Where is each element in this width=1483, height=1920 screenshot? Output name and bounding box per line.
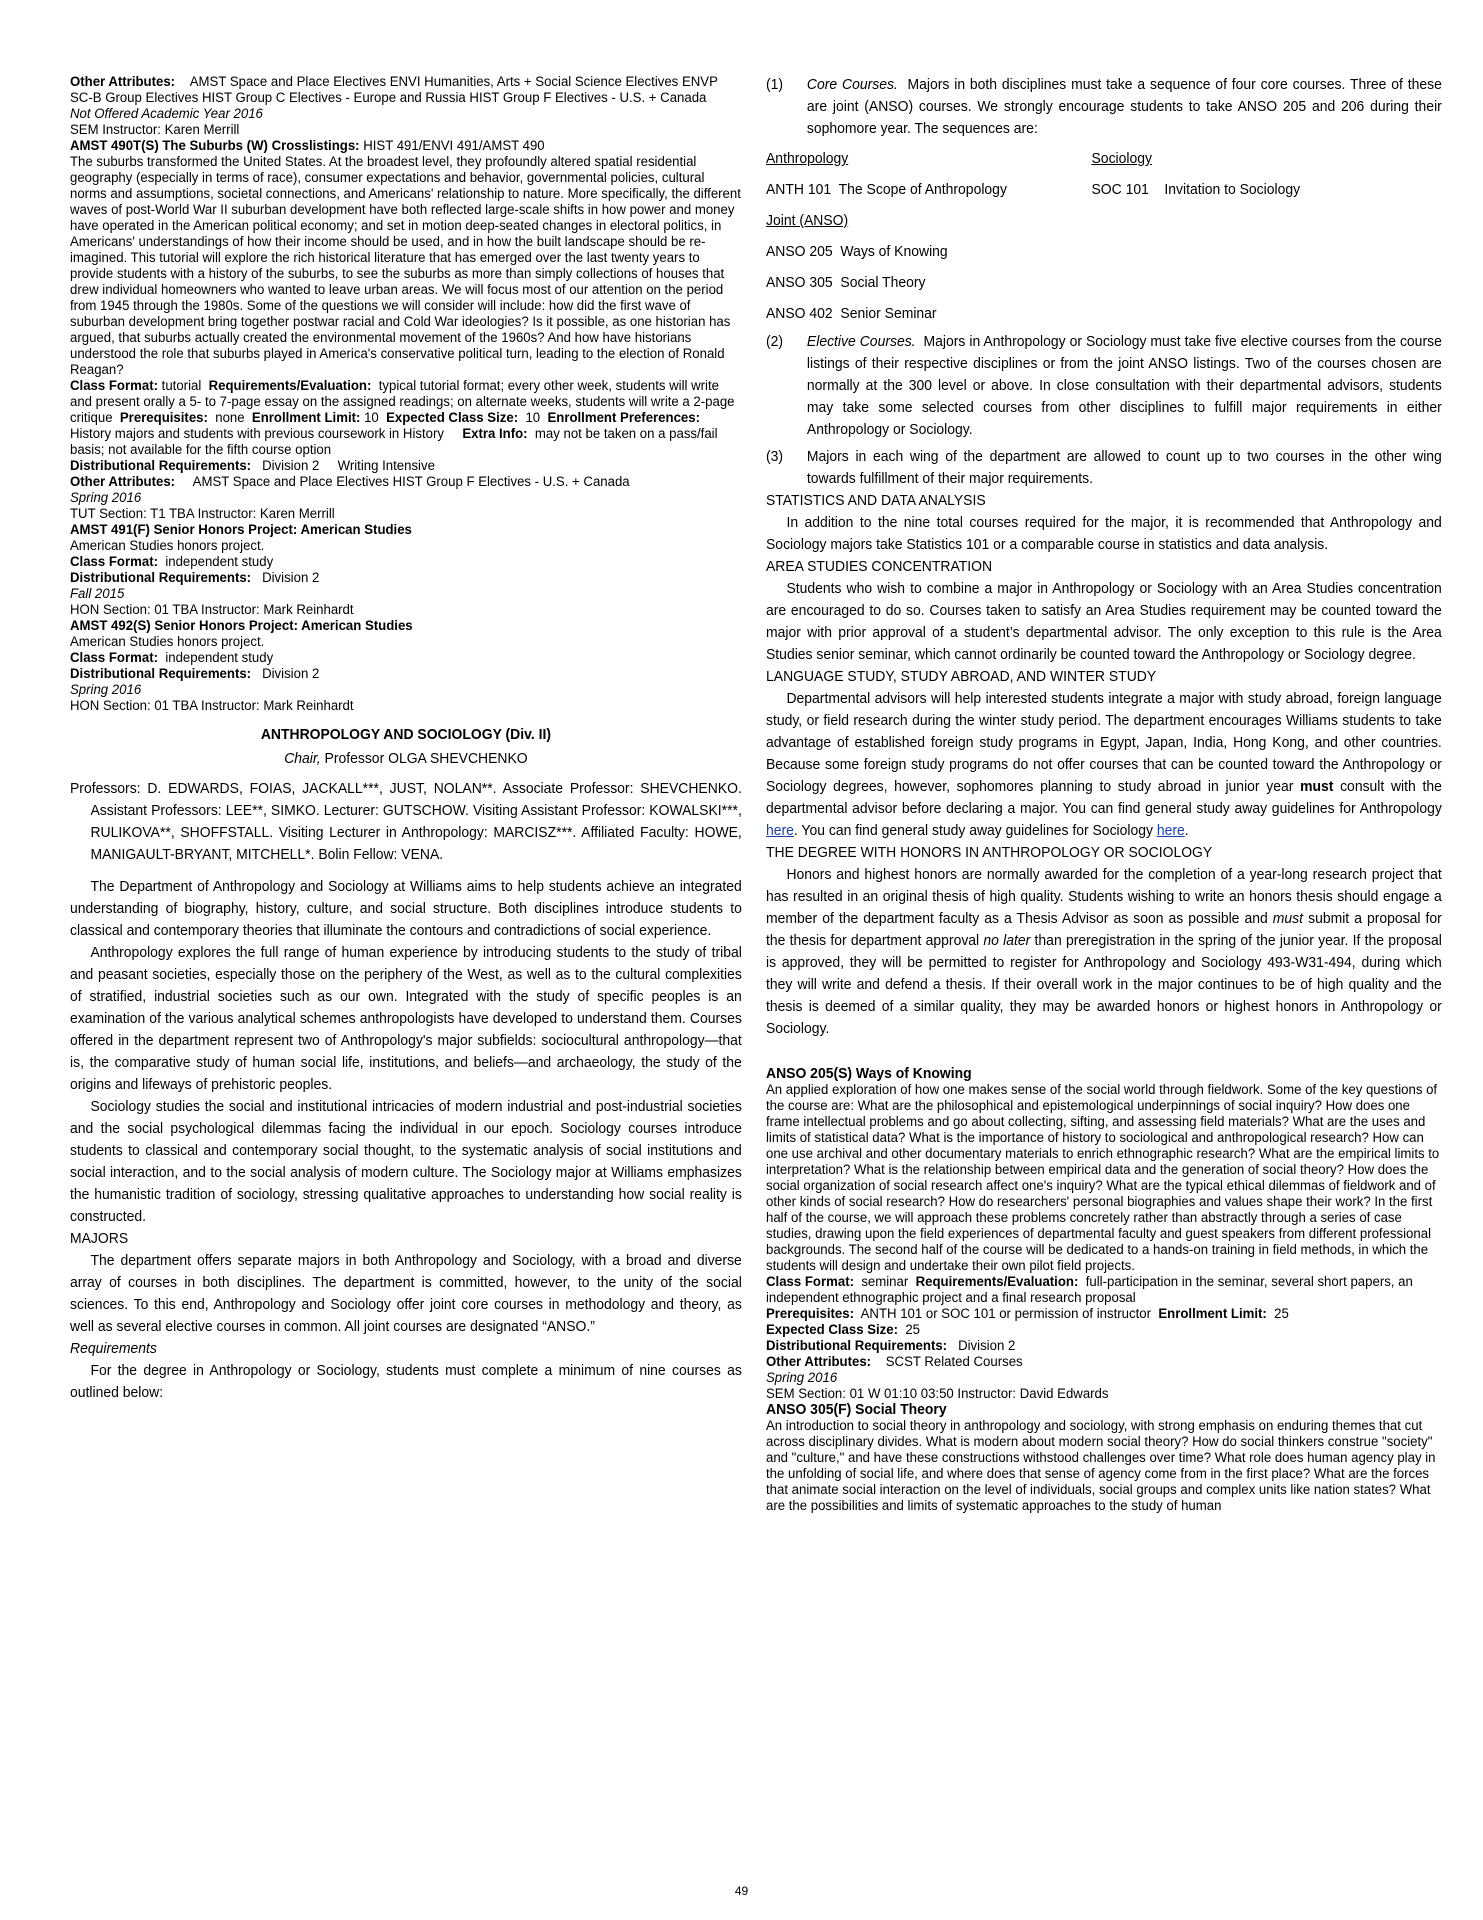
joint-course: ANSO 402 Senior Seminar: [766, 305, 937, 322]
joint-course: ANSO 205 Ways of Knowing: [766, 243, 948, 260]
enroll-pref: History majors and students with previous coursework in History: [70, 426, 444, 442]
other-attributes: AMST Space and Place Electives HIST Group F Electives - U.S. + Canada: [192, 474, 630, 490]
core-courses-item: [766, 74, 1442, 140]
dist-req: Division 2: [262, 666, 320, 682]
course-title: AMST 492(S) Senior Honors Project: American Studies: [70, 618, 413, 634]
language-study-heading: LANGUAGE STUDY, STUDY ABROAD, AND WINTER STUDY: [766, 668, 1157, 685]
enroll-limit-label: Enrollment Limit:: [1158, 1306, 1267, 1322]
item-text: Majors in each wing of the department are allowed to count up to two courses in the other wing towards fulfillment of their major requirements.: [806, 448, 1442, 487]
department-title: ANTHROPOLOGY AND SOCIOLOGY (Div. II): [260, 726, 551, 743]
term: Spring 2016: [70, 682, 142, 698]
intro-paragraph: The Department of Anthropology and Sociology at Williams aims to help students achieve an integrated understanding of biography, history, culture, and social structure. Both disciplines introduce students to classical and contemporary theories that illuminate the contours and contradictions of social experience.: [70, 878, 742, 939]
expected-size: 10: [525, 410, 541, 426]
majors-heading: MAJORS: [70, 1230, 129, 1247]
soc-course: SOC 101 Invitation to Sociology: [1091, 181, 1301, 198]
dist-req-label: Distributional Requirements:: [70, 458, 252, 474]
emphasis: must: [1300, 778, 1334, 795]
faculty-list: Professors: D. EDWARDS, FOIAS, JACKALL***, JUST, NOLAN**. Associate Professor: SHEVCHENKO. Assistant Professors: LEE**, SIMKO. Lecturer: GUTSCHOW. Visiting Assistant Professor: KOWALSKI***, RULIKOVA**, SHOFFSTALL. Visiting Lecturer in Anthropology: MARCISZ***. Affiliated Faculty: HOWE, MANIGAULT-BRYANT, MITCHELL*. Bolin Fellow: VENA.: [70, 780, 742, 863]
class-format: tutorial: [161, 378, 202, 394]
department-intro: [70, 724, 742, 1404]
page-number: 49: [734, 1884, 749, 1898]
term: Spring 2016: [70, 490, 142, 506]
course-description: An introduction to social theory in anthropology and sociology, with strong emphasis on enduring themes that cut across disciplinary divides. What is modern about modern social theory? How do social thinkers construe "society" and "culture," and have these constructions withstood challenges over time? What role does human agency play in the unfolding of social life, and where does that sense of agency come from in the first place? What are the forces that animate social interaction on the level of individuals, social groups and complex units like nation states? What are the possibilities and limits of systematic approaches to the study of human: [766, 1418, 1436, 1514]
dist-req: Division 2: [262, 570, 320, 586]
req-eval: typical tutorial format; every other week, students will write and present orally a 5- to 7-page essay on the assigned readings; on alternate weeks, students will write a 2-page critique: [70, 378, 735, 426]
joint-heading: Joint (ANSO): [766, 212, 849, 229]
class-format: independent study: [165, 650, 274, 666]
class-format: independent study: [165, 554, 274, 570]
item-text: Majors in both disciplines must take a sequence of four core courses. Three of these are joint (ANSO) courses. We strongly encourage students to take ANSO 205 and 206 during their sophomore year. The sequences are:: [806, 76, 1442, 137]
extra-info: may not be taken on a pass/fail basis; not available for the fifth course option: [70, 426, 718, 458]
anthropology-heading: Anthropology: [766, 150, 849, 167]
term: Not Offered Academic Year 2016: [70, 106, 263, 122]
req-eval-label: Requirements/Evaluation:: [208, 378, 372, 394]
course-description: The suburbs transformed the United States. At the broadest level, they profoundly altered spatial residential geography (especially in terms of race), consumer expectations and behavior, governmental policies, cultural norms and assumptions, societal connections, and Americans' relationship to nature. More specifically, the different waves of post-World War II suburban development have both reflected large-scale shifts in how power and money have operated in the American political economy; and set in motion deep-seated changes in electoral politics, in Americans' understandings of how their income should be used, and in how the built landscape should be re-imagined. This tutorial will explore the rich historical literature that has emerged over the last twenty years to provide students with a history of the suburbs, to see the suburbs as more than simply collections of houses that drew individual homeowners who wanted to leave urban areas. We will focus most of our attention on the period from 1945 through the 1980s. Some of the questions we will consider will include: how did the first wave of suburban development bring together postwar racial and Cold War ideologies? Is it possible, as one historian has argued, that suburbs actually created the environmental movement of the 1960s? And how have historians understood the role that suburbs played in America's conservative political turn, leading to the election of Ronald Reagan?: [70, 154, 741, 378]
right-column: [766, 74, 1442, 1514]
text-run: Departmental advisors will help interested students integrate a major with study abroad, foreign language study, or field research during the winter study period. The department encourages Williams students to take advantage of established foreign study programs in Egypt, Japan, India, Hong Kong, and other countries. Because some foreign study programs do not offer courses that can be counted toward the Anthropology or Sociology degrees, however, sophomores planning to study abroad in junior year: [766, 690, 1442, 795]
prereq: none: [215, 410, 245, 426]
course-title: AMST 490T(S) The Suburbs (W) Crosslistings:: [70, 138, 360, 154]
other-attributes-text: AMST Space and Place Electives ENVI Humanities, Arts + Social Science Electives ENVP SC-B Group Electives HIST Group C Electives - Europe and Russia HIST Group F Electives - U.S. + Canada: [70, 74, 718, 106]
crosslistings: HIST 491/ENVI 491/AMST 490: [363, 138, 545, 154]
expected-size-label: Expected Class Size:: [766, 1322, 899, 1338]
class-format-label: Class Format:: [766, 1274, 854, 1290]
dist-req-label: Distributional Requirements:: [70, 570, 252, 586]
expected-size: 25: [905, 1322, 921, 1338]
section-info: SEM Instructor: Karen Merrill: [70, 122, 240, 138]
text-run: Honors and highest honors are normally awarded for the completion of a year-long research project that has resulted in an original thesis of high quality. Students wishing to write an honors thesis should engage a member of the department faculty as a Thesis Advisor as soon as possible and: [766, 866, 1442, 927]
item-text: Majors in Anthropology or Sociology must take five elective courses from the course listings of their respective disciplines or from the joint ANSO listings. Two of the courses chosen are normally at the 300 level or above. In close consultation with their departmental advisors, students may take some selected courses from other disciplines to fulfill major requirements in either Anthropology or Sociology.: [806, 333, 1442, 438]
course-amst491: [70, 522, 742, 618]
other-attributes-label: Other Attributes:: [70, 474, 176, 490]
text-run: than preregistration in the spring of the junior year. If the proposal is approved, they will be permitted to register for Anthropology and Sociology 493-W31-494, during which they will write and defend a thesis. If their overall work in the major continues to be of high quality and the thesis is deemed of a similar quality, they may be awarded honors or highest honors in Anthropology or Sociology.: [766, 932, 1442, 1037]
course-anso205: [766, 1066, 1442, 1402]
emphasis: no later: [983, 932, 1031, 949]
course-title: ANSO 205(S) Ways of Knowing: [766, 1065, 972, 1082]
elective-courses-item: [766, 331, 1442, 441]
section-info: HON Section: 01 TBA Instructor: Mark Reinhardt: [70, 698, 354, 714]
enroll-limit: 10: [364, 410, 379, 426]
requirements-heading: Requirements: [70, 1340, 157, 1357]
area-studies-paragraph: Students who wish to combine a major in Anthropology or Sociology with an Area Studies concentration are encouraged to do so. Courses taken to satisfy an Area Studies requirement may be counted toward the major with prior approval of a student’s departmental advisor. The only exception to this rule is the Area Studies senior seminar, which cannot ordinarily be counted toward the Anthropology or Sociology degree.: [766, 580, 1442, 663]
dist-req: Division 2: [958, 1338, 1016, 1354]
other-attributes: SCST Related Courses: [885, 1354, 1023, 1370]
class-format-label: Class Format:: [70, 378, 158, 394]
chair-label: Chair,: [284, 750, 321, 767]
emphasis: must: [1272, 910, 1304, 927]
dist-req-label: Distributional Requirements:: [766, 1338, 948, 1354]
text-run: submit a proposal for the thesis for department approval: [766, 910, 1442, 949]
item-number: (1): [766, 76, 784, 93]
text-run: consult with the departmental advisor before declaring a major. You can find general study away guidelines for Anthropology: [766, 778, 1442, 817]
course-anso305: [766, 1402, 1442, 1514]
item-label: Elective Courses.: [806, 333, 916, 350]
stats-heading: STATISTICS AND DATA ANALYSIS: [766, 492, 986, 509]
language-study-paragraph: [766, 688, 1442, 842]
term: Fall 2015: [70, 586, 125, 602]
dist-req-label: Distributional Requirements:: [70, 666, 252, 682]
section-info: TUT Section: T1 TBA Instructor: Karen Merrill: [70, 506, 335, 522]
text-run: .: [1184, 822, 1189, 839]
course-description: American Studies honors project.: [70, 538, 265, 554]
anthropology-guidelines-link[interactable]: here: [766, 822, 794, 839]
sociology-guidelines-link[interactable]: here: [1156, 822, 1185, 839]
term: Spring 2016: [766, 1370, 838, 1386]
course-amst490: [70, 138, 742, 522]
prereq-label: Prerequisites:: [119, 410, 208, 426]
course-title: ANSO 305(F) Social Theory: [766, 1401, 947, 1418]
course-sequence: [766, 148, 1442, 325]
anthropology-paragraph: Anthropology explores the full range of human experience by introducing students to the study of tribal and peasant societies, especially those on the periphery of the West, as well as to the cultural complexities of stratified, industrial societies such as our own. Integrated with the study of specific peoples is an examination of the various analytical schemes anthropologists have developed to understand them. Courses offered in the department represent two of Anthropology's major subfields: sociocultural anthropology—that is, the comparative study of human social life, institutions, and beliefs—and archaeology, the study of the origins and lifeways of prehistoric peoples.: [70, 944, 742, 1093]
area-studies-heading: AREA STUDIES CONCENTRATION: [766, 558, 993, 575]
item-number: (2): [766, 333, 784, 350]
enroll-limit-label: Enrollment Limit:: [251, 410, 361, 426]
anth-course: ANTH 101 The Scope of Anthropology: [766, 181, 1007, 198]
item-label: Core Courses.: [806, 76, 898, 93]
sociology-heading: Sociology: [1091, 150, 1152, 167]
requirements-paragraph: For the degree in Anthropology or Sociology, students must complete a minimum of nine courses as outlined below:: [70, 1362, 742, 1401]
anso-courses: [766, 1066, 1442, 1514]
left-column: [70, 74, 742, 1404]
course-description: American Studies honors project.: [70, 634, 265, 650]
section-info: HON Section: 01 TBA Instructor: Mark Reinhardt: [70, 602, 354, 618]
chair-name: Professor OLGA SHEVCHENKO: [324, 750, 528, 767]
requirements-details: [766, 74, 1442, 1040]
joint-course: ANSO 305 Social Theory: [766, 274, 926, 291]
wing-item: [766, 446, 1442, 490]
honors-heading: THE DEGREE WITH HONORS IN ANTHROPOLOGY OR SOCIOLOGY: [766, 844, 1213, 861]
sociology-paragraph: Sociology studies the social and institutional intricacies of modern industrial and post-industrial societies and the social psychological dilemmas facing the individual in our epoch. Sociology courses introduce students to classical and contemporary social thought, to the systematic analysis of social institutions and social interaction, and to the social analysis of modern culture. The Sociology major at Williams emphasizes the humanistic tradition of sociology, stressing qualitative approaches to understanding how social reality is constructed.: [70, 1098, 742, 1225]
course-amst492: [70, 618, 742, 714]
prereq-label: Prerequisites:: [766, 1306, 855, 1322]
prereq: ANTH 101 or SOC 101 or permission of instructor: [860, 1306, 1152, 1322]
course-description: An applied exploration of how one makes sense of the social world through fieldwork. Some of the key questions of the course are: What are the philosophical and epistemological underpinnings of social inquiry? How does one frame intellectual problems and go about collecting, sifting, and assessing field materials? What are the uses and limits of statistical data? What is the importance of history to sociological and anthropological research? How can one use archival and other documentary materials to enrich ethnographic research? What are the empirical limits to interpretation? What is the relationship between empirical data and the generation of social theory? How does the social organization of social research affect one's inquiry? What are the typical ethical dilemmas of fieldwork and of other kinds of social research? How do researchers' personal biographies and values shape their work? In the first half of the course, we will approach these problems concretely rather than abstractly through a series of case studies, drawing upon the field experiences of departmental faculty and guest speakers from different professional backgrounds. The second half of the course will be dedicated to a hands-on training in field methods, in which the students will design and undertake their own pilot field projects.: [766, 1082, 1440, 1274]
enroll-limit: 25: [1274, 1306, 1289, 1322]
class-format-label: Class Format:: [70, 650, 158, 666]
course-title: AMST 491(F) Senior Honors Project: American Studies: [70, 522, 412, 538]
stats-paragraph: In addition to the nine total courses required for the major, it is recommended that Anthropology and Sociology majors take Statistics 101 or a comparable course in statistics and data analysis.: [766, 514, 1442, 553]
item-number: (3): [766, 448, 784, 465]
enroll-pref-label: Enrollment Preferences:: [547, 410, 700, 426]
other-attributes-label: Other Attributes:: [70, 74, 176, 90]
expected-size-label: Expected Class Size:: [386, 410, 519, 426]
other-attributes-label: Other Attributes:: [766, 1354, 872, 1370]
req-eval: full-participation in the seminar, several short papers, an independent ethnographic project and a final research proposal: [766, 1274, 1413, 1306]
dist-req: Division 2 Writing Intensive: [262, 458, 435, 474]
amst-tail-block: [70, 74, 742, 714]
majors-paragraph: The department offers separate majors in both Anthropology and Sociology, with a broad and diverse array of courses in both disciplines. The department is committed, however, to the unity of the social sciences. To this end, Anthropology and Sociology offer joint core courses in methodology and theory, as well as several elective courses in common. All joint courses are designated “ANSO.”: [70, 1252, 742, 1335]
class-format: seminar: [861, 1274, 909, 1290]
text-run: . You can find general study away guidelines for Sociology: [793, 822, 1153, 839]
class-format-label: Class Format:: [70, 554, 158, 570]
extra-info-label: Extra Info:: [462, 426, 528, 442]
req-eval-label: Requirements/Evaluation:: [915, 1274, 1079, 1290]
section-info: SEM Section: 01 W 01:10 03:50 Instructor: David Edwards: [766, 1386, 1109, 1402]
honors-paragraph: [766, 864, 1442, 1040]
